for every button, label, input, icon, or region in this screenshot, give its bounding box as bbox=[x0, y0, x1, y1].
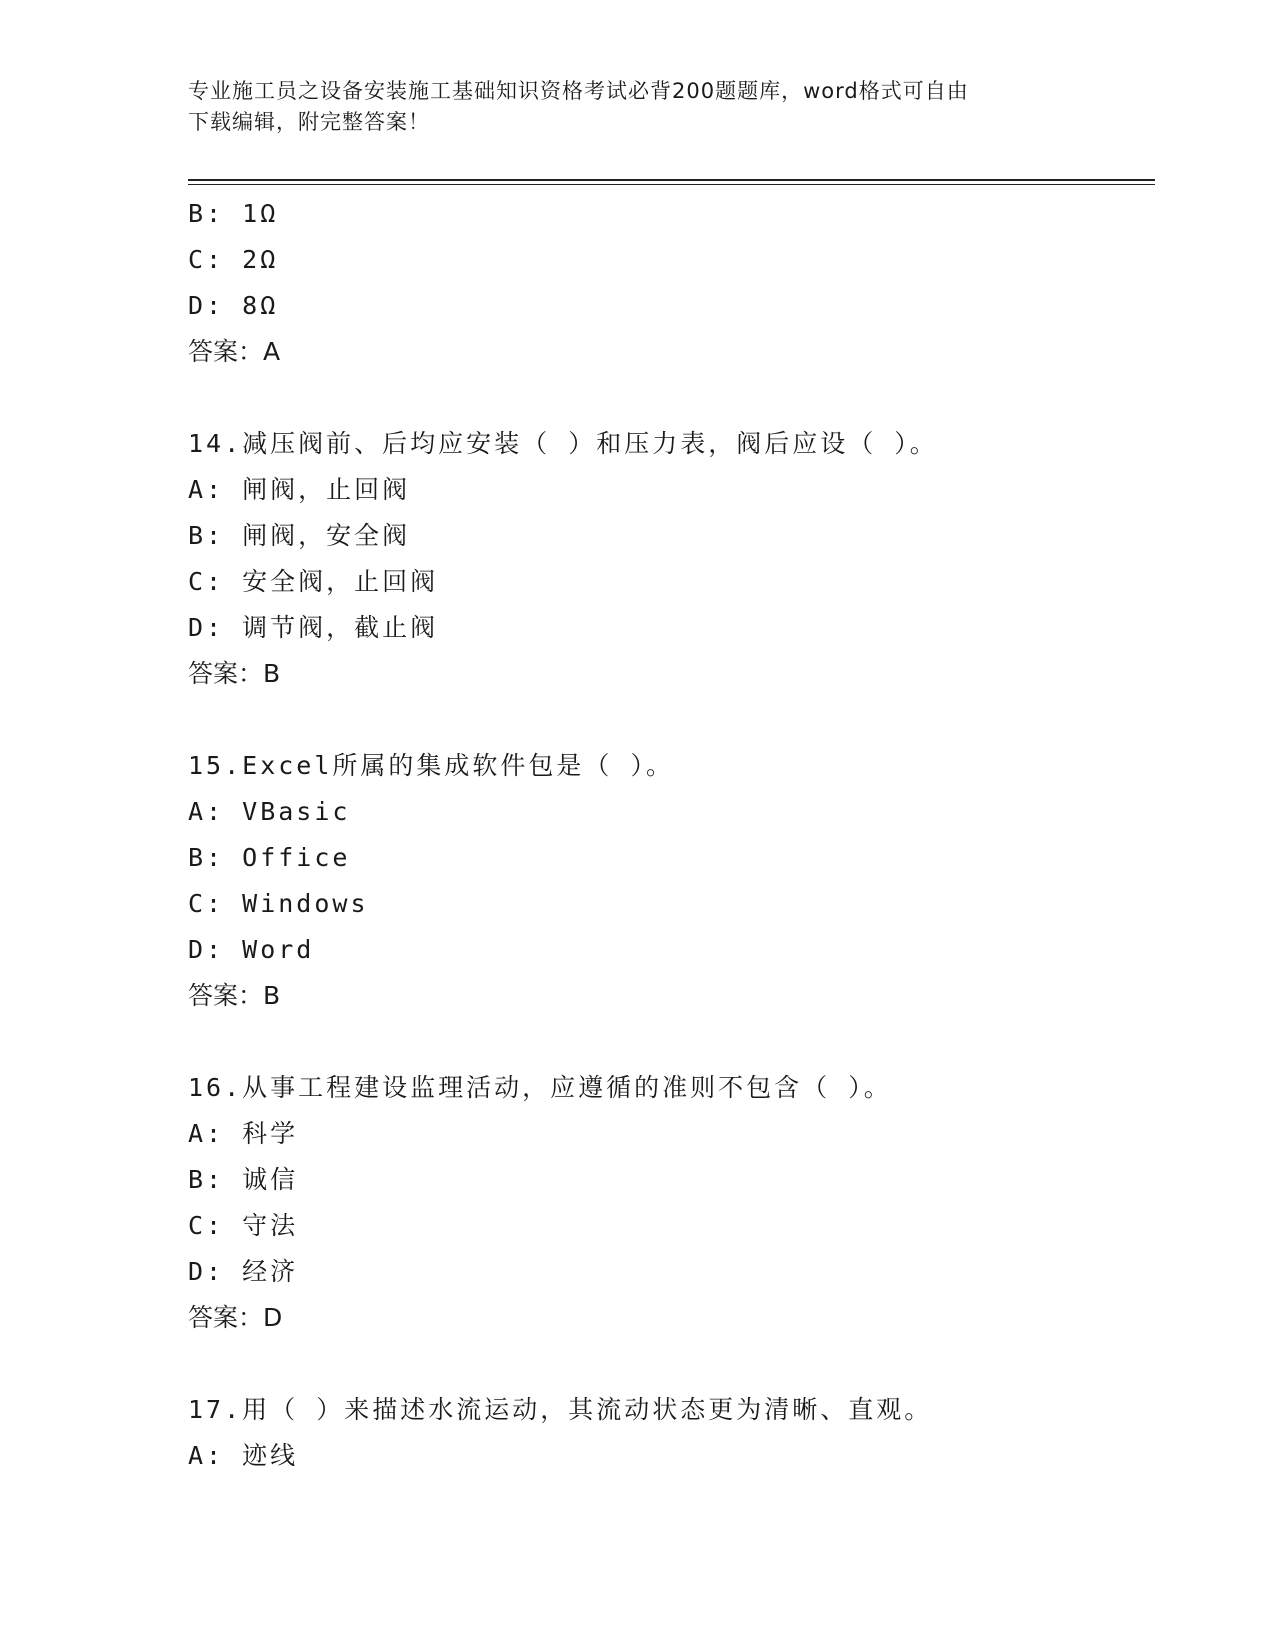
header-title-line1: 专业施工员之设备安装施工基础知识资格考试必背200题题库，word格式可自由 bbox=[188, 79, 969, 103]
question-17-block bbox=[188, 1387, 1148, 1479]
option-d: D: 调节阀，截止阀 bbox=[188, 613, 439, 642]
question-text: 14.减压阀前、后均应安装（ ）和压力表，阀后应设（ ）。 bbox=[188, 429, 938, 458]
option-b: B: 闸阀，安全阀 bbox=[188, 521, 411, 550]
header-title-line2: 下载编辑，附完整答案！ bbox=[188, 110, 430, 134]
document-header bbox=[188, 76, 1088, 138]
option-b: B: 诚信 bbox=[188, 1165, 299, 1194]
answer-line: 答案：A bbox=[188, 337, 281, 366]
option-d: D: 8Ω bbox=[188, 291, 279, 320]
question-list bbox=[188, 191, 1148, 1479]
option-a: A: VBasic bbox=[188, 797, 351, 826]
question-14-block bbox=[188, 421, 1148, 697]
spacer bbox=[188, 1341, 1148, 1387]
spacer bbox=[188, 375, 1148, 421]
question-text: 15.Excel所属的集成软件包是（ ）。 bbox=[188, 751, 674, 780]
answer-line: 答案：B bbox=[188, 659, 281, 688]
option-d: D: Word bbox=[188, 935, 315, 964]
option-c: C: 守法 bbox=[188, 1211, 299, 1240]
option-c: C: Windows bbox=[188, 889, 369, 918]
option-a: A: 闸阀，止回阀 bbox=[188, 475, 411, 504]
question-text: 17.用（ ）来描述水流运动，其流动状态更为清晰、直观。 bbox=[188, 1395, 933, 1424]
option-c: C: 2Ω bbox=[188, 245, 279, 274]
option-a: A: 科学 bbox=[188, 1119, 299, 1148]
question-16-block bbox=[188, 1065, 1148, 1341]
question-13-block bbox=[188, 191, 1148, 375]
answer-line: 答案：D bbox=[188, 1303, 283, 1332]
spacer bbox=[188, 697, 1148, 743]
option-b: B: Office bbox=[188, 843, 351, 872]
option-a: A: 迹线 bbox=[188, 1441, 299, 1470]
option-b: B: 1Ω bbox=[188, 199, 279, 228]
spacer bbox=[188, 1019, 1148, 1065]
option-c: C: 安全阀，止回阀 bbox=[188, 567, 439, 596]
answer-line: 答案：B bbox=[188, 981, 281, 1010]
option-d: D: 经济 bbox=[188, 1257, 299, 1286]
question-15-block bbox=[188, 743, 1148, 1019]
header-rule-thin bbox=[188, 184, 1155, 185]
header-rule-thick bbox=[188, 179, 1155, 181]
question-text: 16.从事工程建设监理活动，应遵循的准则不包含（ ）。 bbox=[188, 1073, 892, 1102]
